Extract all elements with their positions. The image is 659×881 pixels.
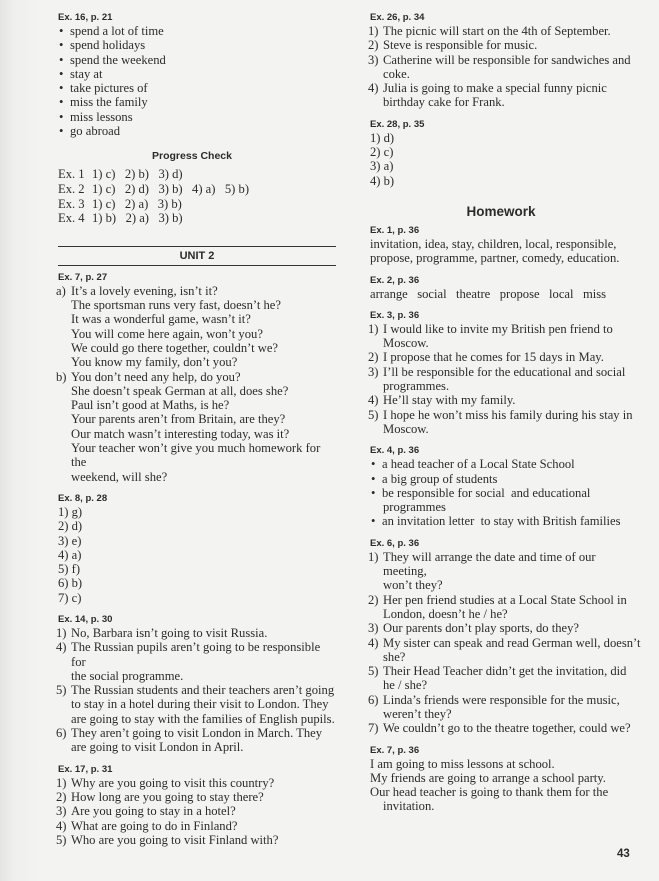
progress-check-title: Progress Check xyxy=(152,150,232,163)
item-label: b) xyxy=(56,369,67,384)
list-item xyxy=(360,593,642,607)
list-item-cont: the social programme. xyxy=(71,668,184,683)
item-number: 6) xyxy=(368,692,379,707)
list-item: Your teacher won’t give you much homework for the xyxy=(71,441,321,470)
word-list: invitation, idea, stay, children, local, responsible, xyxy=(370,236,617,251)
list-item-cont: birthday cake for Frank. xyxy=(383,95,505,110)
item-number: 1) xyxy=(368,24,379,38)
list-item xyxy=(48,370,336,384)
list-item-cont: won’t they? xyxy=(383,578,443,593)
item-text: It’s a lovely evening, isn’t it? xyxy=(71,283,218,298)
page-number: 43 xyxy=(617,848,630,860)
list-item xyxy=(360,38,642,52)
list-item xyxy=(48,819,336,833)
list-item xyxy=(360,550,642,579)
progress-answers: 1) c) 2) b) 3) d) xyxy=(92,167,183,182)
list-item xyxy=(360,53,642,67)
list-item: We could go there together, couldn’t we? xyxy=(71,340,279,355)
list-item: 1) d) xyxy=(370,130,395,145)
item-text: Who are you going to visit Finland with? xyxy=(71,832,279,847)
list-item: weekend, will she? xyxy=(71,469,168,484)
list-item: It was a wonderful game, wasn’t it? xyxy=(71,312,251,327)
list-item-cont: coke. xyxy=(383,66,410,81)
progress-label: Ex. 3 xyxy=(58,196,85,211)
item-text: Her pen friend studies at a Local State School in xyxy=(383,592,627,607)
list-item: • a head teacher of a Local State School xyxy=(360,457,642,471)
progress-row xyxy=(48,182,336,197)
item-number: 4) xyxy=(56,640,67,655)
item-text: The Russian pupils aren’t going to be responsible for xyxy=(71,640,321,669)
item-text: Our parents don’t play sports, do they? xyxy=(383,621,579,636)
item-number: 5) xyxy=(368,407,379,422)
item-text: I’ll be responsible for the educational and social xyxy=(383,364,626,379)
list-item: • an invitation letter to stay with British families xyxy=(360,514,642,528)
ex6-heading: Ex. 6, p. 36 xyxy=(370,537,420,549)
list-item xyxy=(360,693,642,707)
list-item: She doesn’t speak German at all, does she? xyxy=(71,383,289,398)
list-item-cont: to stay in a hotel during their visit to London. They xyxy=(71,697,329,712)
item-text: No, Barbara isn’t going to visit Russia. xyxy=(71,625,268,640)
item-number: 7) xyxy=(368,721,379,736)
list-item xyxy=(360,393,642,407)
item-number: 4) xyxy=(56,818,67,833)
list-item: • miss the family xyxy=(48,95,336,109)
word-list: propose, programme, partner, comedy, education. xyxy=(370,251,620,266)
item-number: 3) xyxy=(368,364,379,379)
item-text: We couldn’t go to the theatre together, could we? xyxy=(383,721,631,736)
list-item-cont: London, doesn’t he / he? xyxy=(383,606,508,621)
item-text: What are going to do in Finland? xyxy=(71,818,238,833)
item-number: 4) xyxy=(368,81,379,96)
list-item: • be responsible for social and educational xyxy=(360,486,642,500)
list-item: 4) b) xyxy=(370,173,395,188)
list-item: • a big group of students xyxy=(360,472,642,486)
list-item-cont: programmes xyxy=(383,500,446,515)
item-number: 5) xyxy=(56,832,67,847)
left-column xyxy=(48,12,336,847)
list-item-cont: he / she? xyxy=(383,678,428,693)
list-item: Our match wasn’t interesting today, was it? xyxy=(71,426,290,441)
homework-title: Homework xyxy=(466,203,536,219)
item-number: 6) xyxy=(56,726,67,741)
list-item xyxy=(360,721,642,735)
item-text: I hope he won’t miss his family during his stay in xyxy=(383,407,633,422)
progress-label: Ex. 1 xyxy=(58,167,85,182)
list-item xyxy=(48,804,336,818)
list-item: Your parents aren’t from Britain, are they? xyxy=(71,412,286,427)
list-item-cont: she? xyxy=(383,649,406,664)
list-item-cont: are going to stay with the families of English pupils. xyxy=(71,711,335,726)
list-item xyxy=(360,621,642,635)
list-item: You know my family, don’t you? xyxy=(71,355,238,370)
progress-answers: 1) c) 2) a) 3) b) xyxy=(92,196,182,211)
item-number: 1) xyxy=(368,549,379,564)
list-item: 1) g) xyxy=(58,504,83,519)
item-number: 2) xyxy=(368,38,379,53)
list-item-cont: are going to visit London in April. xyxy=(71,740,244,755)
progress-answers: 1) c) 2) d) 3) b) 4) a) 5) b) xyxy=(92,181,250,196)
item-number: 2) xyxy=(368,592,379,607)
ex4-heading: Ex. 4, p. 36 xyxy=(370,445,420,457)
item-number: 1) xyxy=(368,321,379,336)
ex28-heading: Ex. 28, p. 35 xyxy=(370,118,425,130)
progress-row xyxy=(48,211,336,226)
progress-label: Ex. 4 xyxy=(58,211,85,226)
list-item xyxy=(48,790,336,804)
progress-answers: 1) b) 2) a) 3) b) xyxy=(92,211,183,226)
right-column xyxy=(360,12,642,814)
ex17-heading: Ex. 17, p. 31 xyxy=(58,763,113,775)
item-text: Linda’s friends were responsible for the music, xyxy=(383,692,620,707)
item-number: 3) xyxy=(368,621,379,636)
ex26-heading: Ex. 26, p. 34 xyxy=(370,12,425,23)
item-number: 4) xyxy=(368,635,379,650)
list-item xyxy=(360,636,642,650)
list-item xyxy=(48,683,336,697)
list-item: • stay at xyxy=(48,67,336,81)
item-text: I propose that he comes for 15 days in May. xyxy=(383,350,604,365)
item-text: Julia is going to make a special funny picnic xyxy=(383,81,607,96)
list-item: Paul isn’t good at Maths, is he? xyxy=(71,398,230,413)
list-item-cont: Moscow. xyxy=(383,421,429,436)
list-item: 3) e) xyxy=(58,533,82,548)
ex7-heading: Ex. 7, p. 27 xyxy=(58,271,108,283)
item-text: You don’t need any help, do you? xyxy=(71,369,241,384)
ex2-heading: Ex. 2, p. 36 xyxy=(370,274,420,286)
item-text: My sister can speak and read German well, doesn’t xyxy=(383,635,641,650)
list-item-cont: weren’t they? xyxy=(383,706,452,721)
item-number: 3) xyxy=(368,52,379,67)
list-item xyxy=(360,350,642,364)
item-text: How long are you going to stay there? xyxy=(71,789,264,804)
item-label: a) xyxy=(56,283,66,298)
list-item xyxy=(48,776,336,790)
item-text: The Russian students and their teachers aren’t going xyxy=(71,683,335,698)
answer-line: My friends are going to arrange a school party. xyxy=(370,770,606,785)
list-item: 6) b) xyxy=(58,576,83,591)
list-item: The sportsman runs very fast, doesn’t he? xyxy=(71,298,281,313)
ex3-heading: Ex. 3, p. 36 xyxy=(370,309,420,321)
list-item: 2) d) xyxy=(58,519,83,534)
list-item: 4) a) xyxy=(58,547,82,562)
list-item: • spend holidays xyxy=(48,38,336,52)
list-item: • go abroad xyxy=(48,124,336,138)
item-number: 4) xyxy=(368,393,379,408)
list-item: 3) a) xyxy=(370,159,394,174)
list-item: • take pictures of xyxy=(48,81,336,95)
item-text: He’ll stay with my family. xyxy=(383,393,516,408)
list-item xyxy=(360,365,642,379)
item-text: Are you going to stay in a hotel? xyxy=(71,804,236,819)
list-item xyxy=(48,284,336,298)
item-number: 2) xyxy=(368,350,379,365)
list-item: You will come here again, won’t you? xyxy=(71,326,263,341)
item-text: Why are you going to visit this country? xyxy=(71,775,275,790)
list-item xyxy=(360,408,642,422)
ex8-heading: Ex. 8, p. 28 xyxy=(58,492,108,504)
item-number: 2) xyxy=(56,789,67,804)
progress-label: Ex. 2 xyxy=(58,181,85,196)
list-item-cont: programmes. xyxy=(383,379,450,394)
item-text: I would like to invite my British pen friend to xyxy=(383,321,613,336)
list-item: • spend the weekend xyxy=(48,53,336,67)
list-item xyxy=(48,626,336,640)
list-item: 5) f) xyxy=(58,562,81,577)
progress-row xyxy=(48,197,336,212)
ex16-heading: Ex. 16, p. 21 xyxy=(58,12,113,23)
progress-row xyxy=(48,167,336,182)
answer-line: I am going to miss lessons at school. xyxy=(370,756,555,771)
item-number: 5) xyxy=(368,664,379,679)
word-list: arrange social theatre propose local miss xyxy=(370,286,607,301)
answer-line: invitation. xyxy=(383,799,435,814)
list-item xyxy=(48,833,336,847)
list-item xyxy=(360,81,642,95)
list-item xyxy=(360,322,642,336)
list-item xyxy=(48,640,336,669)
item-number: 1) xyxy=(56,775,67,790)
list-item xyxy=(48,726,336,740)
list-item: • miss lessons xyxy=(48,110,336,124)
list-item: 7) c) xyxy=(58,590,82,605)
item-text: The picnic will start on the 4th of September. xyxy=(383,24,611,38)
ex7r-heading: Ex. 7, p. 36 xyxy=(370,744,420,756)
unit-title: UNIT 2 xyxy=(58,246,336,266)
item-text: They will arrange the date and time of our meeting, xyxy=(383,549,596,579)
item-text: They aren’t going to visit London in March. They xyxy=(71,726,323,741)
list-item xyxy=(360,24,642,38)
item-number: 5) xyxy=(56,683,67,698)
list-item-cont: Moscow. xyxy=(383,336,429,351)
item-number: 1) xyxy=(56,625,67,640)
item-text: Catherine will be responsible for sandwiches and xyxy=(383,52,631,67)
item-number: 3) xyxy=(56,804,67,819)
answer-line: Our head teacher is going to thank them for the xyxy=(370,785,609,800)
list-item: • spend a lot of time xyxy=(48,24,336,38)
list-item xyxy=(360,664,642,678)
list-item: 2) c) xyxy=(370,145,394,160)
item-text: Steve is responsible for music. xyxy=(383,38,538,53)
item-text: Their Head Teacher didn’t get the invitation, did xyxy=(383,664,627,679)
ex14-heading: Ex. 14, p. 30 xyxy=(58,613,113,625)
ex1-heading: Ex. 1, p. 36 xyxy=(370,224,420,236)
